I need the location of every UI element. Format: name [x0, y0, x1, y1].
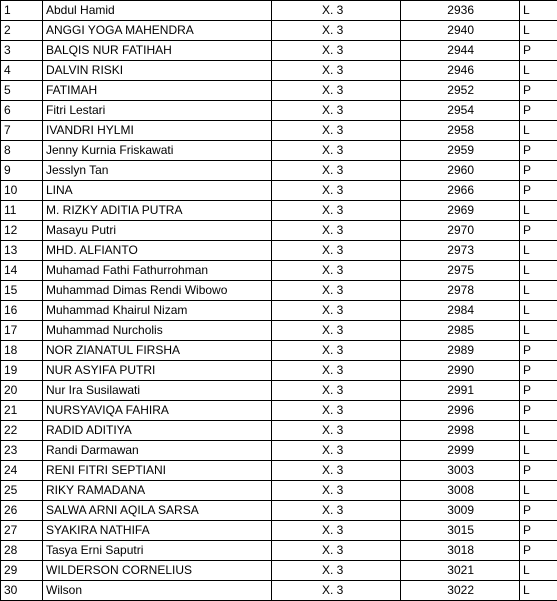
class-cell[interactable]: X. 3 [272, 261, 401, 281]
table-row [1, 461, 557, 481]
row-number-cell[interactable]: 30 [1, 581, 43, 601]
class-cell[interactable]: X. 3 [272, 401, 401, 421]
table-row [1, 61, 557, 81]
table-row [1, 281, 557, 301]
gender-cell[interactable]: L [520, 421, 557, 441]
class-cell[interactable]: X. 3 [272, 221, 401, 241]
student-id-cell[interactable]: 2975 [401, 261, 520, 281]
gender-cell[interactable]: L [520, 301, 557, 321]
row-number-cell[interactable]: 5 [1, 81, 43, 101]
row-number-cell[interactable]: 19 [1, 361, 43, 381]
table-row [1, 101, 557, 121]
student-id-cell[interactable]: 3015 [401, 521, 520, 541]
class-cell[interactable]: X. 3 [272, 321, 401, 341]
class-cell[interactable]: X. 3 [272, 41, 401, 61]
gender-cell[interactable]: L [520, 61, 557, 81]
student-name-cell[interactable]: Muhammad Dimas Rendi Wibowo [43, 281, 272, 301]
student-id-cell[interactable]: 2978 [401, 281, 520, 301]
student-name-cell[interactable]: Jesslyn Tan [43, 161, 272, 181]
table-row [1, 221, 557, 241]
class-cell[interactable]: X. 3 [272, 201, 401, 221]
gender-cell[interactable]: L [520, 281, 557, 301]
class-cell[interactable]: X. 3 [272, 361, 401, 381]
student-id-cell[interactable]: 2984 [401, 301, 520, 321]
student-id-cell[interactable]: 2946 [401, 61, 520, 81]
row-number-cell[interactable]: 29 [1, 561, 43, 581]
class-cell[interactable]: X. 3 [272, 421, 401, 441]
student-id-cell[interactable]: 2936 [401, 1, 520, 21]
row-number-cell[interactable]: 14 [1, 261, 43, 281]
table-row [1, 381, 557, 401]
student-name-cell[interactable]: ANGGI YOGA MAHENDRA [43, 21, 272, 41]
class-cell[interactable]: X. 3 [272, 301, 401, 321]
student-name-cell[interactable]: RADID ADITIYA [43, 421, 272, 441]
gender-cell[interactable]: L [520, 561, 557, 581]
gender-cell[interactable]: P [520, 181, 557, 201]
class-cell[interactable]: X. 3 [272, 121, 401, 141]
table-row [1, 201, 557, 221]
class-cell[interactable]: X. 3 [272, 501, 401, 521]
student-id-cell[interactable]: 2990 [401, 361, 520, 381]
student-id-cell[interactable]: 2991 [401, 381, 520, 401]
table-row [1, 241, 557, 261]
student-id-cell[interactable]: 2996 [401, 401, 520, 421]
student-name-cell[interactable]: Randi Darmawan [43, 441, 272, 461]
student-name-cell[interactable]: Tasya Erni Saputri [43, 541, 272, 561]
row-number-cell[interactable]: 17 [1, 321, 43, 341]
student-id-cell[interactable]: 2960 [401, 161, 520, 181]
class-cell[interactable]: X. 3 [272, 161, 401, 181]
student-name-cell[interactable]: NURSYAVIQA FAHIRA [43, 401, 272, 421]
student-id-cell[interactable]: 3022 [401, 581, 520, 601]
student-name-cell[interactable]: Abdul Hamid [43, 1, 272, 21]
class-cell[interactable]: X. 3 [272, 441, 401, 461]
student-name-cell[interactable]: SALWA ARNI AQILA SARSA [43, 501, 272, 521]
table-row [1, 441, 557, 461]
table-row [1, 401, 557, 421]
gender-cell[interactable]: L [520, 261, 557, 281]
student-id-cell[interactable]: 2985 [401, 321, 520, 341]
student-name-cell[interactable]: DALVIN RISKI [43, 61, 272, 81]
gender-cell[interactable]: P [520, 381, 557, 401]
gender-cell[interactable]: P [520, 501, 557, 521]
class-cell[interactable]: X. 3 [272, 381, 401, 401]
class-cell[interactable]: X. 3 [272, 341, 401, 361]
student-id-cell[interactable]: 2966 [401, 181, 520, 201]
table-row [1, 341, 557, 361]
table-row [1, 521, 557, 541]
class-cell[interactable]: X. 3 [272, 81, 401, 101]
student-id-cell[interactable]: 2973 [401, 241, 520, 261]
class-cell[interactable]: X. 3 [272, 481, 401, 501]
student-id-cell[interactable]: 3009 [401, 501, 520, 521]
student-id-cell[interactable]: 3021 [401, 561, 520, 581]
row-number-cell[interactable]: 22 [1, 421, 43, 441]
row-number-cell[interactable]: 18 [1, 341, 43, 361]
class-cell[interactable]: X. 3 [272, 561, 401, 581]
student-name-cell[interactable]: Muhammad Nurcholis [43, 321, 272, 341]
row-number-cell[interactable]: 10 [1, 181, 43, 201]
gender-cell[interactable]: P [520, 541, 557, 561]
student-id-cell[interactable]: 2959 [401, 141, 520, 161]
student-name-cell[interactable]: WILDERSON CORNELIUS [43, 561, 272, 581]
class-cell[interactable]: X. 3 [272, 521, 401, 541]
student-name-cell[interactable]: RIKY RAMADANA [43, 481, 272, 501]
student-id-cell[interactable]: 2998 [401, 421, 520, 441]
student-id-cell[interactable]: 2940 [401, 21, 520, 41]
row-number-cell[interactable]: 9 [1, 161, 43, 181]
student-name-cell[interactable]: M. RIZKY ADITIA PUTRA [43, 201, 272, 221]
gender-cell[interactable]: P [520, 401, 557, 421]
row-number-cell[interactable]: 13 [1, 241, 43, 261]
table-row [1, 21, 557, 41]
table-row [1, 161, 557, 181]
row-number-cell[interactable]: 12 [1, 221, 43, 241]
table-row [1, 421, 557, 441]
student-name-cell[interactable]: FATIMAH [43, 81, 272, 101]
row-number-cell[interactable]: 26 [1, 501, 43, 521]
student-name-cell[interactable]: NOR ZIANATUL FIRSHA [43, 341, 272, 361]
student-name-cell[interactable]: NUR ASYIFA PUTRI [43, 361, 272, 381]
gender-cell[interactable]: P [520, 41, 557, 61]
student-name-cell[interactable]: Fitri Lestari [43, 101, 272, 121]
student-name-cell[interactable]: Muhammad Khairul Nizam [43, 301, 272, 321]
class-cell[interactable]: X. 3 [272, 21, 401, 41]
class-cell[interactable]: X. 3 [272, 241, 401, 261]
table-row [1, 361, 557, 381]
student-name-cell[interactable]: Jenny Kurnia Friskawati [43, 141, 272, 161]
table-row [1, 501, 557, 521]
gender-cell[interactable]: P [520, 81, 557, 101]
table-row [1, 541, 557, 561]
student-name-cell[interactable]: MHD. ALFIANTO [43, 241, 272, 261]
gender-cell[interactable]: L [520, 581, 557, 601]
student-id-cell[interactable]: 3008 [401, 481, 520, 501]
gender-cell[interactable]: L [520, 1, 557, 21]
class-cell[interactable]: X. 3 [272, 281, 401, 301]
student-id-cell[interactable]: 2989 [401, 341, 520, 361]
gender-cell[interactable]: P [520, 341, 557, 361]
student-name-cell[interactable]: IVANDRI HYLMI [43, 121, 272, 141]
student-id-cell[interactable]: 2944 [401, 41, 520, 61]
row-number-cell[interactable]: 3 [1, 41, 43, 61]
student-name-cell[interactable]: SYAKIRA NATHIFA [43, 521, 272, 541]
row-number-cell[interactable]: 28 [1, 541, 43, 561]
class-cell[interactable]: X. 3 [272, 101, 401, 121]
gender-cell[interactable]: L [520, 481, 557, 501]
table-row [1, 181, 557, 201]
table-row [1, 141, 557, 161]
row-number-cell[interactable]: 23 [1, 441, 43, 461]
row-number-cell[interactable]: 6 [1, 101, 43, 121]
row-number-cell[interactable]: 11 [1, 201, 43, 221]
row-number-cell[interactable]: 4 [1, 61, 43, 81]
class-cell[interactable]: X. 3 [272, 61, 401, 81]
row-number-cell[interactable]: 21 [1, 401, 43, 421]
class-cell[interactable]: X. 3 [272, 181, 401, 201]
table-row [1, 481, 557, 501]
gender-cell[interactable]: P [520, 461, 557, 481]
student-name-cell[interactable]: BALQIS NUR FATIHAH [43, 41, 272, 61]
student-name-cell[interactable]: Wilson [43, 581, 272, 601]
row-number-cell[interactable]: 1 [1, 1, 43, 21]
table-row [1, 581, 557, 601]
table-row [1, 121, 557, 141]
student-name-cell[interactable]: Masayu Putri [43, 221, 272, 241]
gender-cell[interactable]: P [520, 521, 557, 541]
student-id-cell[interactable]: 2970 [401, 221, 520, 241]
student-id-cell[interactable]: 3003 [401, 461, 520, 481]
row-number-cell[interactable]: 8 [1, 141, 43, 161]
row-number-cell[interactable]: 7 [1, 121, 43, 141]
gender-cell[interactable]: L [520, 201, 557, 221]
class-cell[interactable]: X. 3 [272, 581, 401, 601]
table-row [1, 301, 557, 321]
table-row [1, 1, 557, 21]
row-number-cell[interactable]: 15 [1, 281, 43, 301]
table-row [1, 261, 557, 281]
student-id-cell[interactable]: 2952 [401, 81, 520, 101]
table-row [1, 561, 557, 581]
class-cell[interactable]: X. 3 [272, 1, 401, 21]
row-number-cell[interactable]: 20 [1, 381, 43, 401]
table-row [1, 81, 557, 101]
student-id-cell[interactable]: 2969 [401, 201, 520, 221]
table-row [1, 321, 557, 341]
student-name-cell[interactable]: Muhamad Fathi Fathurrohman [43, 261, 272, 281]
class-cell[interactable]: X. 3 [272, 541, 401, 561]
gender-cell[interactable]: L [520, 441, 557, 461]
row-number-cell[interactable]: 27 [1, 521, 43, 541]
student-name-cell[interactable]: Nur Ira Susilawati [43, 381, 272, 401]
gender-cell[interactable]: L [520, 241, 557, 261]
student-name-cell[interactable]: RENI FITRI SEPTIANI [43, 461, 272, 481]
student-id-cell[interactable]: 3018 [401, 541, 520, 561]
student-id-cell[interactable]: 2954 [401, 101, 520, 121]
class-cell[interactable]: X. 3 [272, 461, 401, 481]
gender-cell[interactable]: L [520, 21, 557, 41]
gender-cell[interactable]: P [520, 161, 557, 181]
gender-cell[interactable]: P [520, 221, 557, 241]
row-number-cell[interactable]: 25 [1, 481, 43, 501]
student-name-cell[interactable]: LINA [43, 181, 272, 201]
gender-cell[interactable]: P [520, 361, 557, 381]
table-row [1, 41, 557, 61]
student-id-cell[interactable]: 2999 [401, 441, 520, 461]
class-cell[interactable]: X. 3 [272, 141, 401, 161]
gender-cell[interactable]: P [520, 101, 557, 121]
gender-cell[interactable]: P [520, 141, 557, 161]
gender-cell[interactable]: L [520, 321, 557, 341]
row-number-cell[interactable]: 24 [1, 461, 43, 481]
row-number-cell[interactable]: 16 [1, 301, 43, 321]
student-table-body [1, 1, 557, 601]
row-number-cell[interactable]: 2 [1, 21, 43, 41]
student-id-cell[interactable]: 2958 [401, 121, 520, 141]
gender-cell[interactable]: L [520, 121, 557, 141]
